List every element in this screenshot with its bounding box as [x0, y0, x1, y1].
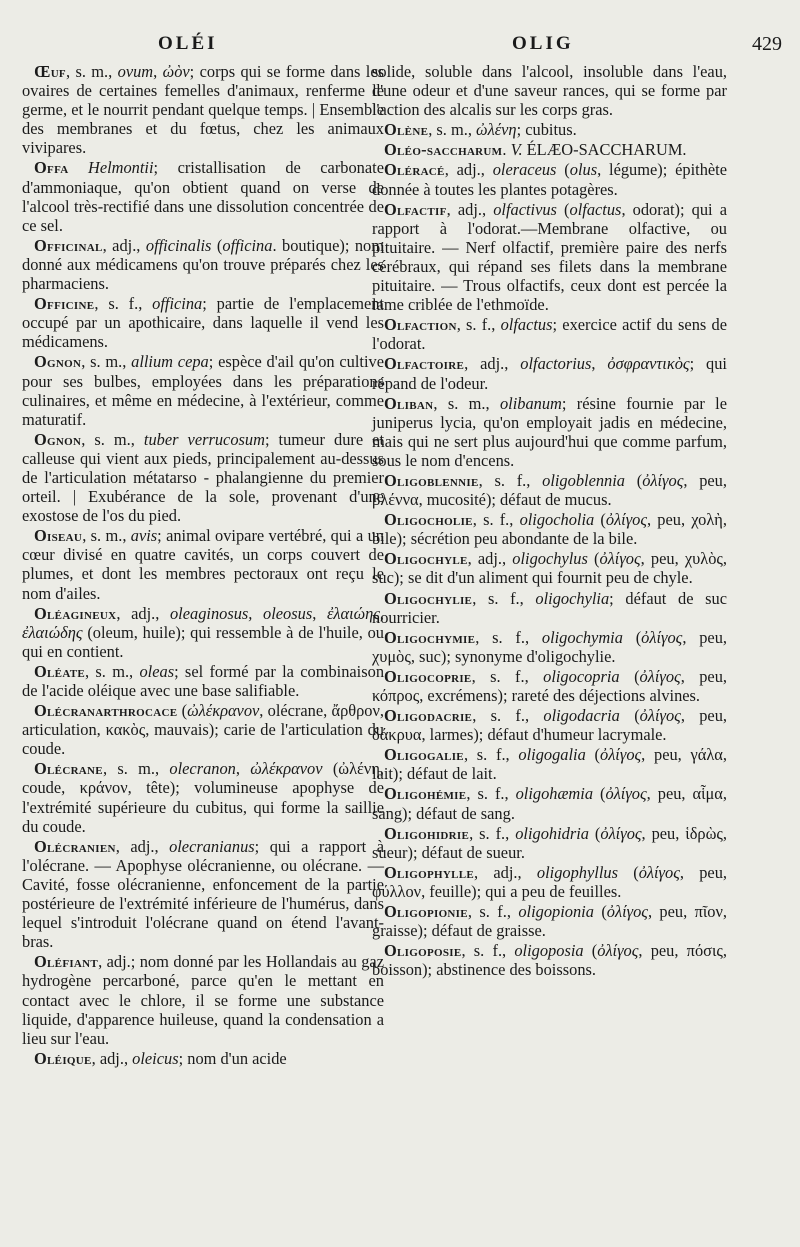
entry-headword: Olfactif	[384, 199, 447, 219]
entry-latin: oligodacria	[543, 706, 620, 726]
right-column	[372, 62, 727, 980]
entry-latin: olecranon	[169, 759, 236, 779]
entry-latin: oleraceus	[492, 160, 557, 180]
entry-separator: (	[619, 666, 640, 686]
entry-headword: Oliban	[384, 393, 434, 413]
entry-separator: (	[594, 510, 606, 530]
dictionary-entry	[372, 549, 727, 587]
entry-headword: Oligogalie	[384, 745, 464, 765]
entry-headword: Offa	[34, 158, 69, 178]
running-head-right: OLIG	[512, 33, 574, 54]
entry-latin: officinalis	[145, 235, 212, 255]
entry-grammar: , adj.,	[467, 549, 513, 569]
entry-separator: (	[556, 199, 570, 219]
entry-grammar: , s. f.,	[456, 315, 501, 335]
entry-headword: Oléo-saccharum	[384, 140, 503, 160]
entry-definition: ; résine fournie par le juniperus lycia, qu'on employait jadis en médecine, mais qui ne sert plus aujourd'hui que comme parfum, sous le nom d'encens.	[372, 393, 728, 470]
entry-etymon: ὠλέκρανον	[187, 701, 260, 721]
entry-grammar: , s. f.,	[469, 823, 516, 843]
entry-latin: oleas	[139, 661, 175, 681]
dictionary-entry	[372, 589, 727, 627]
left-column	[22, 62, 384, 1069]
entry-latin: officina	[152, 294, 203, 314]
entry-definition: , peu, αἷμα, sang); défaut de sang.	[372, 784, 727, 823]
dictionary-entry	[22, 526, 384, 602]
entry-grammar: , s. f.,	[478, 470, 543, 490]
entry-latin: V.	[510, 140, 523, 160]
entry-definition: , peu, χολὴ, bile); sécrétion peu abondante de la bile.	[372, 510, 727, 549]
entry-headword: Officinal	[34, 235, 103, 255]
dictionary-entry	[22, 952, 384, 1047]
entry-definition: ; nom d'un acide	[178, 1048, 287, 1068]
entry-definition: , peu, πόσις, boisson); abstinence des boissons.	[372, 941, 727, 980]
dictionary-entry	[22, 701, 384, 758]
entry-definition: , olécrane, ἄρθρον, articulation, κακὸς, mauvais); carie de l'articulation du coude.	[22, 701, 384, 759]
entry-etymon: ὀλίγος	[641, 627, 683, 647]
entry-definition: , peu, χυμὸς, suc); synonyme d'oligochylie.	[372, 627, 727, 666]
entry-etymon: ὀλίγος	[606, 902, 648, 922]
entry-etymon: olus	[569, 160, 598, 180]
entry-grammar: , s. f.,	[471, 666, 544, 686]
entry-headword: Oligochyle	[384, 549, 468, 569]
entry-separator: (	[211, 235, 223, 255]
entry-grammar: , adj.,	[115, 836, 170, 856]
entry-definition: ; cubitus.	[516, 120, 577, 140]
entry-latin: oligochymia	[541, 627, 623, 647]
entry-latin: olecranianus	[169, 836, 255, 856]
entry-definition: , peu, χυλὸς, suc); se dit d'un aliment qui fournit peu de chyle.	[372, 549, 727, 588]
dictionary-entry	[372, 941, 727, 979]
dictionary-entry	[372, 902, 727, 940]
entry-definition: , peu, ἱδρὼς, sueur); défaut de sueur.	[372, 823, 727, 862]
entry-etymon: ὀλίγος	[600, 745, 642, 765]
entry-definition: (oleum, huile); qui ressemble à de l'huile, ou qui en contient.	[22, 622, 384, 661]
dictionary-entry	[372, 745, 727, 783]
entry-headword: Officine	[34, 294, 95, 314]
entry-latin: olfactus	[500, 315, 553, 335]
dictionary-entry	[22, 604, 384, 661]
entry-definition: ; partie de l'emplacement occupé par un apothicaire, dans laquelle il vend les médicamens.	[22, 294, 384, 352]
entry-definition: ; espèce d'ail qu'on cultive pour ses bulbes, employées dans les préparations culinaires, et même en médecine, à l'extérieur, comme maturatif.	[22, 352, 384, 429]
entry-headword: Olène	[384, 120, 429, 140]
entry-headword: Ognon	[34, 429, 82, 449]
entry-definition: , peu, φύλλον, feuille); qui a peu de feuilles.	[372, 862, 728, 901]
dictionary-entry	[22, 662, 384, 700]
entry-etymon: ὀλίγος	[642, 470, 684, 490]
dictionary-entry	[372, 160, 727, 198]
entry-latin: avis	[130, 526, 158, 546]
entry-latin: oleicus	[132, 1048, 179, 1068]
entry-grammar: , adj.,	[464, 354, 521, 374]
entry-headword: Oligophylle	[384, 862, 475, 882]
dictionary-entry	[372, 510, 727, 548]
dictionary-entry	[372, 628, 727, 666]
entry-headword: Oligochylie	[384, 588, 473, 608]
entry-latin: oligocopria	[543, 666, 620, 686]
entry-definition: ; corps qui se forme dans les ovaires de certaines femelles d'animaux, renferme le germe, et le nourrit pendant quelque temps. | Ensemble des membranes et du fœtus, chez les animaux vivipares.	[22, 62, 384, 158]
entry-grammar: , s. f.,	[467, 902, 519, 922]
entry-definition: , peu, πῖον, graisse); défaut de graisse.	[372, 902, 727, 941]
entry-headword: Olfaction	[384, 315, 457, 335]
entry-separator: (	[593, 902, 607, 922]
entry-separator: (	[624, 470, 643, 490]
entry-grammar: , s. m.,	[82, 526, 131, 546]
dictionary-entry	[22, 294, 384, 351]
entry-headword: Oligocoprie	[384, 666, 472, 686]
dictionary-entry	[372, 706, 727, 744]
entry-grammar: , s. m.,	[428, 120, 477, 140]
entry-etymon: officina	[222, 235, 273, 255]
entry-separator: (	[593, 784, 606, 804]
dictionary-entry	[372, 140, 727, 159]
entry-headword: Oléfiant	[34, 952, 99, 972]
entry-latin: oligopionia	[518, 902, 594, 922]
entry-grammar: , s. f.,	[472, 588, 536, 608]
entry-grammar: , s. f.,	[475, 627, 542, 647]
entry-latin: oligochylus	[512, 549, 588, 569]
entry-grammar: , s. m.,	[81, 429, 144, 449]
dictionary-entry	[372, 120, 727, 139]
entry-headword: Oiseau	[34, 526, 83, 546]
entry-grammar: , s. f.,	[94, 294, 153, 314]
entry-separator: (	[585, 745, 601, 765]
entry-latin: oligochylia	[535, 588, 610, 608]
dictionary-entry	[22, 352, 384, 428]
entry-grammar: , adj.,	[446, 199, 494, 219]
entry-definition: ; cristallisation de carbonate d'ammoniaque, qu'on obtient quand on verse de l'alcool très-rectifié dans une dissolution concentrée de ce sel.	[22, 158, 384, 235]
entry-etymon: ὀλίγος	[597, 941, 639, 961]
entry-definition: , peu, δάκρυα, larmes); défaut d'humeur lacrymale.	[372, 706, 727, 745]
entry-latin: oligohæmia	[515, 784, 594, 804]
entry-grammar: , s. m.,	[65, 62, 118, 81]
entry-headword: Olfactoire	[384, 354, 465, 374]
dictionary-entry	[22, 62, 384, 157]
entry-latin: oligocholia	[519, 510, 595, 530]
entry-grammar: , s. f.,	[463, 745, 519, 765]
entry-grammar: , s. m.,	[433, 393, 500, 413]
entry-grammar: , adj.	[98, 952, 131, 972]
entry-definition: , odorat); qui a rapport à l'odorat.—Membrane olfactive, ou pituitaire. — Nerf olfactif, première paire des nerfs cérébraux, qui répand ses filets dans la membrane pituitaire. — Trous olfactifs, ceux dont est percée la lame criblée de l'ethmoïde.	[372, 199, 728, 315]
entry-latin: oligophyllus	[536, 862, 618, 882]
entry-grammar: (	[177, 701, 188, 721]
entry-grammar: , adj.,	[116, 603, 170, 623]
entry-headword: Oligochymie	[384, 627, 476, 647]
entry-separator: (	[622, 627, 642, 647]
dictionary-entry	[22, 158, 384, 234]
page-number: 429	[752, 33, 782, 55]
entry-latin: olibanum	[499, 393, 562, 413]
entry-headword: Oligoblennie	[384, 470, 479, 490]
entry-headword: Oligohémie	[384, 784, 467, 804]
entry-etymon: ὀσφραντικὸς	[607, 354, 690, 374]
entry-latin: ovum	[117, 62, 154, 81]
entry-latin: allium cepa	[131, 352, 209, 372]
entry-grammar: .	[502, 140, 511, 160]
dictionary-entry	[372, 863, 727, 901]
entry-grammar: , adj.,	[91, 1048, 133, 1068]
entry-latin: Helmontii	[87, 158, 154, 178]
dictionary-entry	[22, 430, 384, 525]
dictionary-entry	[372, 784, 727, 822]
dictionary-entry	[22, 1049, 384, 1068]
entry-grammar	[69, 158, 88, 177]
entry-headword: Olécranarthrocace	[34, 701, 178, 721]
entry-latin: oligoposia	[514, 941, 584, 961]
entry-headword: Olécrane	[34, 759, 103, 779]
entry-etymon: ὀλίγος	[599, 549, 641, 569]
entry-separator: (	[588, 823, 601, 843]
running-head-left: OLÉI	[158, 33, 218, 54]
entry-latin: oligogalia	[518, 745, 586, 765]
entry-separator: (	[617, 862, 639, 882]
entry-etymon: ὀλίγος	[638, 862, 680, 882]
entry-definition: ; sel formé par la combinaison de l'acide oléique avec une base salifiable.	[22, 661, 385, 700]
entry-etymon: ὠὸν	[162, 62, 190, 81]
entry-definition: , peu, βλέννα, mucosité); défaut de mucus.	[372, 470, 727, 510]
entry-latin: tuber verrucosum	[143, 429, 265, 449]
entry-latin: oleaginosus, oleosus	[169, 603, 313, 623]
entry-grammar: , s. m.,	[85, 661, 140, 681]
entry-grammar: , s. m.,	[81, 352, 132, 372]
entry-separator: (	[583, 941, 598, 961]
entry-definition: , peu, κόπρος, excrémens); rareté des déjections alvines.	[372, 666, 727, 705]
entry-latin: oligohidria	[515, 823, 589, 843]
entry-latin: olfactorius	[520, 354, 592, 374]
entry-definition: ; exercice actif du sens de l'odorat.	[372, 315, 727, 354]
entry-separator: ,	[153, 62, 163, 81]
entry-grammar: , s. m.,	[102, 759, 170, 779]
entry-definition: (ὠλένη, coude, κράνον, tête); volumineuse apophyse de l'extrémité supérieure du cubitus, qui forme la saillie du coude.	[22, 759, 384, 836]
dictionary-entry	[22, 236, 384, 293]
entry-etymon: ὠλέκρανον	[250, 759, 323, 779]
entry-definition: , peu, γάλα, lait); défaut de lait.	[372, 745, 727, 784]
entry-headword: Oligocholie	[384, 510, 473, 530]
entry-headword: Œuf	[34, 62, 66, 81]
dictionary-entry	[22, 759, 384, 835]
entry-definition: ÉLÆO-SACCHARUM.	[526, 140, 687, 160]
entry-headword: Oligoposie	[384, 941, 462, 961]
entry-separator: (	[619, 706, 640, 726]
entry-grammar: , adj.,	[102, 235, 146, 255]
dictionary-entry	[22, 837, 384, 952]
dictionary-entry	[372, 315, 727, 353]
entry-headword: Oléracé	[384, 160, 445, 180]
entry-definition: ; nom donné par les Hollandais au gaz hydrogène percarboné, parce qu'en le mettant en contact avec le chlore, il se forme une substance liquide, d'apparence huileuse, quand la condensation a lieu sur l'eau.	[22, 952, 384, 1048]
entry-headword: Ognon	[34, 352, 82, 372]
entry-headword: Oligohidrie	[384, 823, 470, 843]
entry-separator: ,	[591, 354, 608, 374]
dictionary-entry	[372, 62, 727, 119]
entry-definition: ; animal ovipare vertébré, qui a un cœur divisé en quatre cavités, un corps couvert de plumes, et dont les membres pectoraux ont reçu le nom d'ailes.	[22, 526, 384, 603]
entry-definition: ; qui a rapport à l'olécrane. — Apophyse olécranienne, ou olécrane. — Cavité, fosse olécranienne, enfoncement de la partie postérieure de l'extrémité inférieure de l'humérus, dans lequel s'introduit l'olécrane quand on étend l'avant-bras.	[22, 836, 384, 952]
dictionary-entry	[372, 394, 727, 470]
entry-definition: , légume); épithète donnée à toutes les plantes potagères.	[372, 160, 727, 199]
dictionary-entry	[372, 824, 727, 862]
entry-headword: Oligodacrie	[384, 706, 473, 726]
entry-etymon: ὀλίγος	[605, 510, 648, 530]
entry-separator: (	[587, 549, 600, 569]
entry-definition: ; défaut de suc nourricier.	[372, 588, 727, 627]
entry-headword: Olécranien	[34, 836, 116, 856]
entry-etymon: ὠλένη	[476, 120, 517, 140]
entry-latin: oligoblennia	[542, 470, 625, 490]
entry-separator: (	[556, 160, 570, 180]
entry-etymon: olfactus	[569, 199, 622, 219]
entry-grammar: , s. f.,	[472, 510, 520, 530]
entry-etymon: ὀλίγος	[639, 706, 681, 726]
entry-grammar: , s. f.,	[466, 784, 516, 804]
entry-definition: ; qui répand de l'odeur.	[372, 354, 727, 393]
entry-definition: ; tumeur dure et calleuse qui vient aux pieds, principalement au-dessus de l'articulation métatarso - phalangienne du premier orteil. | Exubérance de la sole, provenant d'une exostose de l'os du pied.	[22, 429, 384, 526]
entry-headword: Oléique	[34, 1048, 92, 1068]
entry-headword: Oléagineux	[34, 603, 117, 623]
entry-definition: . boutique); nom donné aux médicamens qu'on trouve préparés chez les pharmaciens.	[22, 235, 384, 294]
entry-grammar: , adj.,	[474, 862, 537, 882]
entry-latin: olfactivus	[493, 199, 557, 219]
entry-grammar: , s. f.,	[461, 941, 515, 961]
entry-etymon: ἐλαιώης, ἐλαιώδης	[22, 603, 384, 642]
entry-etymon: ὀλίγος	[605, 784, 647, 804]
dictionary-entry	[372, 667, 727, 705]
entry-definition: solide, soluble dans l'alcool, insoluble dans l'eau, d'une odeur et d'une saveur rances, qui se forme par l'action des alcalis sur les corps gras.	[372, 62, 727, 120]
dictionary-entry	[372, 354, 727, 392]
dictionary-entry	[372, 471, 727, 509]
entry-grammar: , s. f.,	[472, 706, 544, 726]
entry-headword: Oligopionie	[384, 902, 468, 922]
entry-etymon: ὀλίγος	[600, 823, 642, 843]
entry-etymon: ὀλίγος	[639, 666, 681, 686]
dictionary-entry	[372, 200, 727, 315]
entry-separator: ,	[235, 759, 251, 779]
entry-separator: ,	[312, 603, 327, 623]
entry-headword: Oléate	[34, 661, 86, 681]
entry-grammar: , adj.,	[444, 160, 493, 180]
